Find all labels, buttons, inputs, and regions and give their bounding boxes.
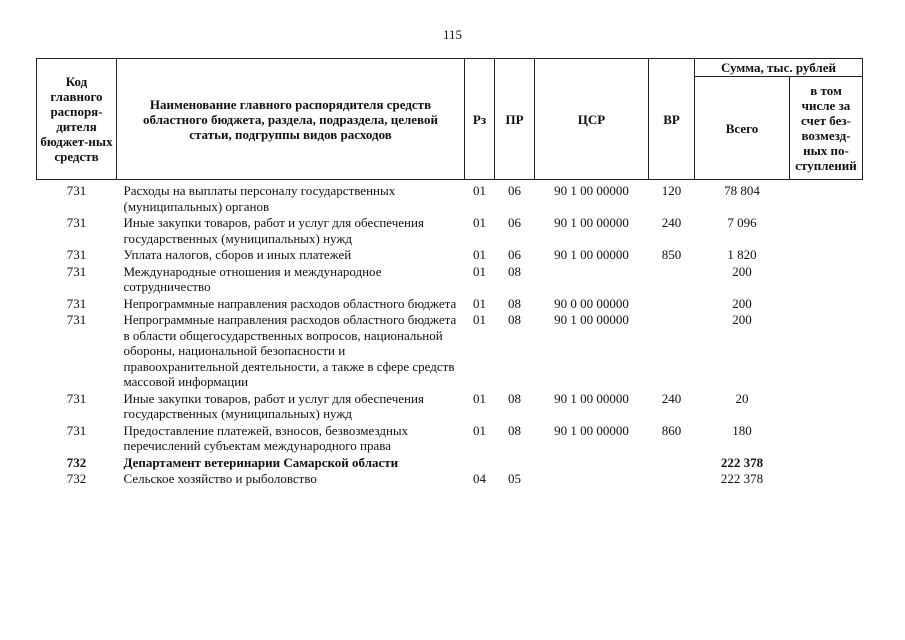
cell-pr: [495, 454, 535, 471]
cell-free: [790, 470, 863, 487]
cell-total: 7 096: [727, 215, 757, 230]
cell-rz: 01: [473, 183, 486, 198]
table-row: [37, 470, 863, 487]
cell-free: [790, 246, 863, 263]
cell-name: Предоставление платежей, взносов, безвозмездных перечислений субъектам международного права: [123, 422, 409, 453]
cell-code: 731: [66, 183, 87, 198]
cell-code: 731: [66, 215, 87, 230]
cell-total: 222 378: [720, 454, 764, 470]
cell-code: 731: [66, 295, 87, 311]
cell-rz: 01: [473, 312, 486, 327]
cell-free: [790, 295, 863, 312]
header-sum-group: Сумма, тыс. рублей: [695, 59, 863, 77]
cell-code: 732: [66, 471, 87, 486]
cell-rz: 04: [473, 471, 486, 486]
cell-pr: 05: [508, 471, 521, 486]
cell-pr: 08: [508, 263, 521, 279]
cell-free: [790, 454, 863, 471]
cell-pr: 08: [508, 295, 521, 311]
header-csr: ЦСР: [535, 59, 649, 180]
cell-vr: [649, 295, 695, 312]
cell-code: 731: [66, 312, 87, 327]
cell-pr: 06: [508, 183, 521, 198]
cell-name: Расходы на выплаты персоналу государственных (муниципальных) органов: [123, 183, 396, 214]
cell-name: Сельское хозяйство и рыболовство: [123, 471, 317, 486]
table-header: [37, 59, 863, 180]
cell-code: 731: [66, 247, 87, 262]
cell-total: 78 804: [724, 183, 760, 198]
cell-rz: 01: [473, 295, 486, 311]
cell-vr: 120: [661, 183, 682, 198]
cell-name: Департамент ветеринарии Самарской области: [123, 454, 399, 470]
table-row: [37, 180, 863, 215]
cell-free: [790, 390, 863, 422]
cell-rz: 01: [473, 247, 486, 262]
header-rz: Рз: [465, 59, 495, 180]
cell-vr: 860: [661, 422, 682, 438]
cell-csr: 90 1 00 00000: [554, 390, 629, 406]
table-row: [37, 454, 863, 471]
cell-pr: 08: [508, 390, 521, 406]
cell-csr: [535, 454, 649, 471]
cell-vr: [649, 263, 695, 295]
header-vr: ВР: [649, 59, 695, 180]
cell-free: [790, 311, 863, 390]
page-number: 115: [442, 27, 463, 42]
cell-vr: 850: [661, 247, 682, 262]
cell-name: Иные закупки товаров, работ и услуг для обеспечения государственных (муниципальных) нужд: [123, 390, 424, 421]
cell-name: Непрограммные направления расходов областного бюджета в области общегосударственных вопросов, национальной обороны, национальной безопасности и правоохранительной деятельности, а также в сфере средств массовой информации: [123, 312, 457, 389]
table-row: [37, 422, 863, 454]
cell-csr: 90 1 00 00000: [554, 422, 629, 438]
cell-vr: 240: [661, 215, 682, 230]
cell-rz: 01: [473, 263, 486, 279]
cell-free: [790, 422, 863, 454]
table-row: [37, 390, 863, 422]
cell-total: 20: [735, 390, 749, 406]
table-body: [37, 180, 863, 487]
cell-total: 222 378: [720, 471, 764, 486]
cell-total: 200: [732, 263, 752, 279]
cell-name: Уплата налогов, сборов и иных платежей: [123, 247, 352, 262]
cell-vr: [649, 311, 695, 390]
cell-total: 200: [732, 295, 752, 311]
cell-code: 731: [66, 422, 87, 438]
cell-csr: [535, 263, 649, 295]
cell-csr: 90 0 00 00000: [554, 295, 629, 311]
cell-rz: 01: [473, 215, 486, 230]
table-row: [37, 295, 863, 312]
table-row: [37, 263, 863, 295]
cell-free: [790, 214, 863, 246]
cell-csr: 90 1 00 00000: [554, 183, 629, 198]
cell-rz: 01: [473, 390, 486, 406]
cell-total: 200: [732, 312, 752, 327]
cell-csr: 90 1 00 00000: [554, 215, 629, 230]
cell-code: 731: [66, 263, 87, 279]
header-name: Наименование главного распорядителя средств областного бюджета, раздела, подраздела, целевой статьи, подгруппы видов расходов: [117, 59, 465, 180]
cell-code: 732: [66, 454, 87, 470]
cell-free: [790, 263, 863, 295]
cell-name: Иные закупки товаров, работ и услуг для обеспечения государственных (муниципальных) нужд: [123, 215, 424, 246]
cell-total: 180: [732, 422, 752, 438]
cell-vr: 240: [661, 390, 682, 406]
cell-csr: 90 1 00 00000: [554, 312, 629, 327]
header-pr: ПР: [495, 59, 535, 180]
cell-rz: 01: [473, 422, 486, 438]
cell-name: Непрограммные направления расходов областного бюджета: [123, 295, 457, 311]
cell-csr: [535, 470, 649, 487]
cell-code: 731: [66, 390, 87, 406]
table-row: [37, 246, 863, 263]
cell-free: [790, 180, 863, 215]
cell-pr: 06: [508, 247, 521, 262]
cell-vr: [649, 454, 695, 471]
cell-total: 1 820: [727, 247, 757, 262]
header-code: Код главного распоря-дителя бюджет-ных средств: [37, 59, 117, 180]
cell-pr: 08: [508, 312, 521, 327]
table-row: [37, 311, 863, 390]
cell-rz: [465, 454, 495, 471]
cell-name: Международные отношения и международное сотрудничество: [123, 263, 382, 294]
cell-pr: 06: [508, 215, 521, 230]
table-row: [37, 214, 863, 246]
header-free: в том числе за счет без-возмезд-ных по-ступлений: [790, 77, 863, 180]
cell-pr: 08: [508, 422, 521, 438]
budget-table: [36, 58, 863, 487]
cell-vr: [649, 470, 695, 487]
cell-csr: 90 1 00 00000: [554, 247, 629, 262]
header-total: Всего: [695, 77, 790, 180]
